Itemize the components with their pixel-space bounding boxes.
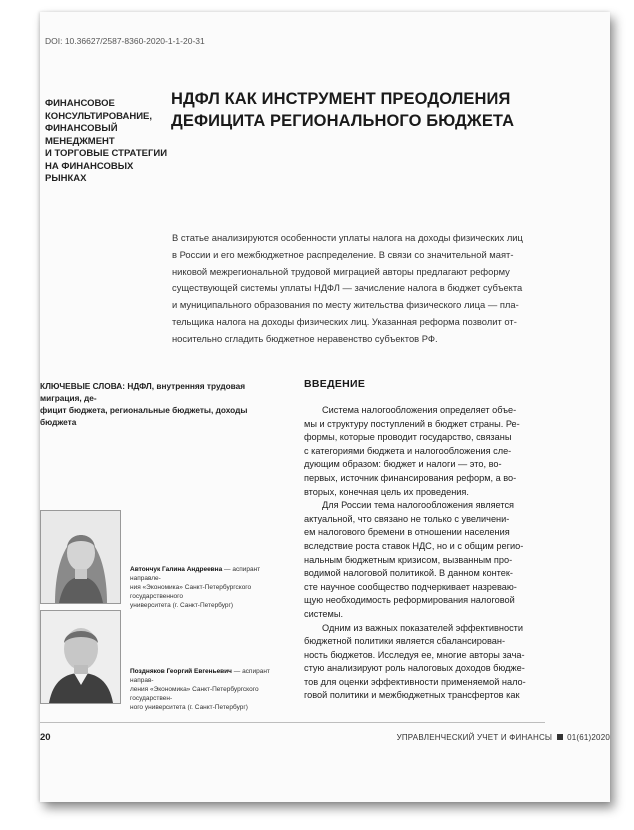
rubric-section	[45, 98, 175, 186]
author-name: Автончук Галина Андреевна	[130, 566, 223, 573]
abstract-line: и муниципального образования по месту жительства физического лица — пла-	[172, 299, 519, 311]
author-description: ления «Экономика» Санкт-Петербургского государствен-	[130, 686, 259, 702]
body-line: вторых, конечная цель их проведения.	[304, 486, 469, 497]
doi-text: DOI: 10.36627/2587-8360-2020-1-1-20-31	[45, 36, 205, 46]
author-description: ного университета (г. Санкт-Петербург)	[130, 704, 248, 711]
keywords-line: фицит бюджета, региональные бюджеты, доходы бюджета	[40, 405, 248, 427]
abstract-line: В статье анализируются особенности уплаты налога на доходы физических лиц	[172, 232, 523, 243]
author-name: Поздняков Георгий Евгеньевич	[130, 668, 232, 675]
body-line: формы, которые проводит государство, связаны	[304, 432, 512, 443]
body-line: с категориями бюджета и налогообложения сле-	[304, 445, 512, 456]
keywords	[40, 380, 280, 428]
body-line: мы и структуру поступлений в бюджет страны. Ре-	[304, 418, 520, 429]
abstract-line: существующей системы уплаты НДФЛ — зачисление налога в бюджет субъекта	[172, 282, 523, 294]
rubric-line: И ТОРГОВЫЕ СТРАТЕГИИ	[45, 148, 168, 159]
page-number: 20	[40, 732, 51, 743]
abstract-line: в России и его межбюджетное распределение. В связи со значительной маят-	[172, 248, 514, 260]
rubric-line: ФИНАНСОВЫЙ	[45, 123, 118, 134]
article-title	[171, 88, 551, 132]
body-line: водимой налоговой политикой. В данном контек-	[304, 568, 513, 579]
body-line: актуальной, что связано не только с увеличени-	[304, 513, 510, 524]
body-line: говой политики и межбюджетных трансфертов как	[304, 690, 520, 701]
body-line: Для России тема налогообложения является	[322, 500, 515, 511]
abstract-line: тельщика налога на доходы физических лиц. Указанная реформа позволит от-	[172, 315, 517, 327]
introduction-heading: ВВЕДЕНИЕ	[304, 378, 366, 390]
author-info	[130, 565, 290, 610]
body-line: первых, источник финансирования реформ, а во-	[304, 472, 517, 483]
body-line: стую анализируют роль налоговых доходов бюдже-	[304, 663, 525, 674]
body-line: ем налогового бремени в отношении населения	[304, 527, 510, 538]
body-line: тов для оценки эффективности применяемой нало-	[304, 676, 526, 687]
abstract-line: никовой межрегиональной трудовой миграцией авторы предлагают реформу	[172, 265, 510, 277]
body-line: системы.	[304, 608, 344, 619]
journal-footer	[397, 733, 610, 742]
rubric-line: РЫНКАХ	[45, 173, 87, 184]
author-description: ния «Экономика» Санкт-Петербургского государственного	[130, 584, 252, 600]
author-description: — аспирант направ-	[130, 668, 270, 684]
rubric-line: МЕНЕДЖМЕНТ	[45, 135, 115, 147]
body-line: вследствие роста ставок НДС, но и с общим регио-	[304, 540, 524, 551]
title-line: ДЕФИЦИТА РЕГИОНАЛЬНОГО БЮДЖЕТА	[171, 112, 515, 130]
author-description: — аспирант направле-	[130, 566, 261, 582]
journal-issue: 01(61)2020	[567, 733, 610, 742]
body-line: ность бюджетов. Исследуя ее, многие авторы зача-	[304, 649, 525, 660]
title-line: НДФЛ КАК ИНСТРУМЕНТ ПРЕОДОЛЕНИЯ	[171, 90, 511, 108]
footer-divider	[40, 722, 545, 723]
rubric-line: КОНСУЛЬТИРОВАНИЕ,	[45, 110, 153, 122]
square-bullet-icon	[557, 734, 563, 740]
rubric-line: НА ФИНАНСОВЫХ	[45, 160, 134, 172]
body-line: нальным бюджетным кризисом, вызванным про-	[304, 554, 513, 565]
journal-name: УПРАВЛЕНЧЕСКИЙ УЧЕТ И ФИНАНСЫ	[396, 733, 553, 742]
abstract-line: носительно сгладить бюджетное неравенство субъектов РФ.	[172, 332, 438, 344]
body-line: Система налогообложения определяет объе-	[322, 405, 517, 415]
author-photo	[40, 610, 121, 704]
body-line: дующим образом: бюджет и налоги — это, во-	[304, 459, 502, 470]
author-photo	[40, 510, 121, 604]
keywords-line: КЛЮЧЕВЫЕ СЛОВА: НДФЛ, внутренняя трудовая миграция, де-	[40, 381, 246, 403]
introduction-body	[304, 404, 546, 703]
body-line: бюджетной политики является сбалансирован-	[304, 636, 506, 647]
body-line: щую необходимость реформирования налоговой	[304, 595, 515, 606]
body-line: Одним из важных показателей эффективности	[322, 622, 524, 633]
author-info	[130, 667, 290, 712]
body-line: сте научное сообщество подчеркивает назреваю-	[304, 581, 517, 592]
author-description: университета (г. Санкт-Петербург)	[130, 602, 234, 609]
abstract	[172, 230, 544, 348]
rubric-line: ФИНАНСОВОЕ	[45, 98, 115, 109]
